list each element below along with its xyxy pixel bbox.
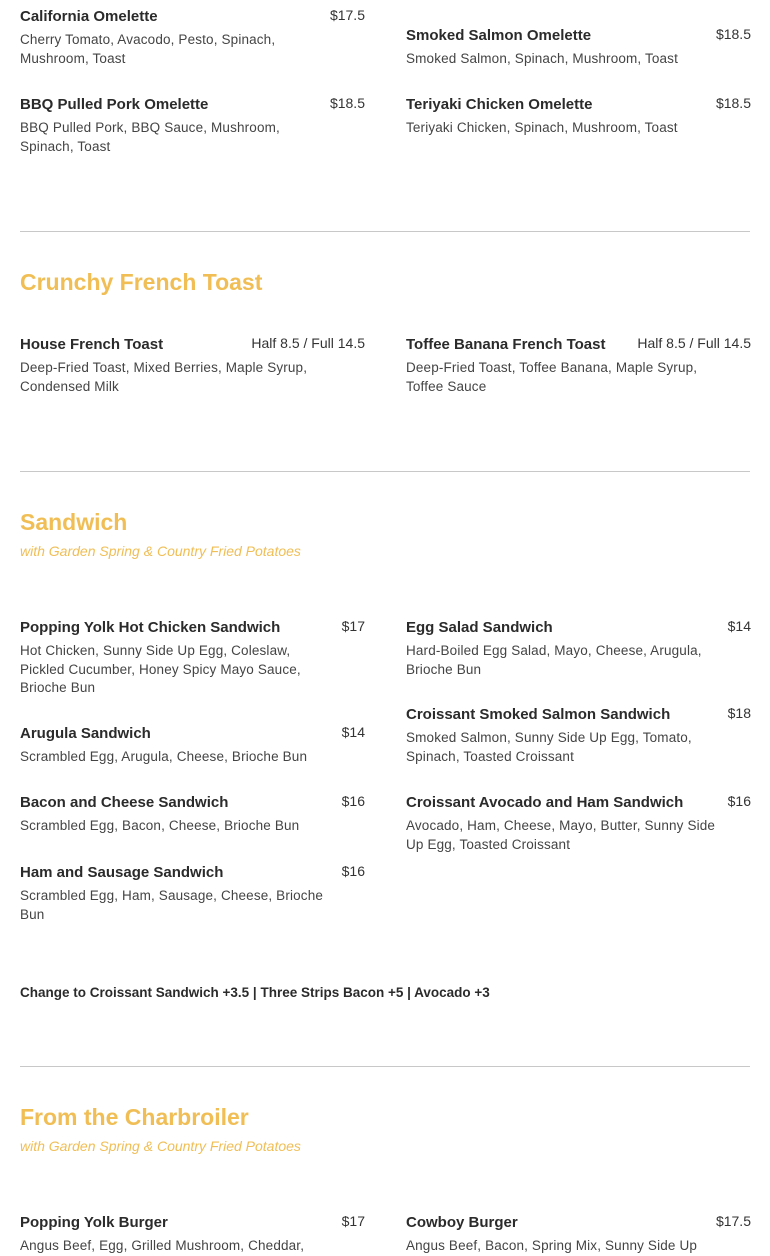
item-price: $14 [727,618,751,634]
item-price: $17 [341,1213,365,1229]
item-price: $18 [727,705,751,721]
item-description: Deep-Fried Toast, Mixed Berries, Maple Syrup, Condensed Milk [20,360,308,394]
item-description: Angus Beef, Egg, Grilled Mushroom, Cheddar, [20,1238,305,1253]
item-description: Scrambled Egg, Ham, Sausage, Cheese, Brioche Bun [20,888,324,922]
item-price: $17.5 [329,7,365,23]
section-divider [20,231,750,232]
item-description: Avocado, Ham, Cheese, Mayo, Butter, Sunny Side Up Egg, Toasted Croissant [406,818,716,852]
item-price: Half 8.5 / Full 14.5 [251,335,365,351]
item-name: Croissant Smoked Salmon Sandwich [406,706,671,723]
section-title-sandwich: Sandwich [20,509,128,535]
item-description: Hot Chicken, Sunny Side Up Egg, Coleslaw, Pickled Cucumber, Honey Spicy Mayo Sauce, Brioche Bun [20,643,301,695]
item-price: $16 [341,793,365,809]
item-name: Ham and Sausage Sandwich [20,864,224,881]
item-name: Popping Yolk Hot Chicken Sandwich [20,619,281,636]
item-name: BBQ Pulled Pork Omelette [20,96,209,113]
section-title-charbroiler: From the Charbroiler [20,1104,249,1130]
item-description: Hard-Boiled Egg Salad, Mayo, Cheese, Arugula, Brioche Bun [406,643,702,677]
sandwich-add-ons-note: Change to Croissant Sandwich +3.5 | Three Strips Bacon +5 | Avocado +3 [20,985,490,1000]
item-name: Arugula Sandwich [20,725,151,742]
section-divider [20,471,750,472]
item-name: House French Toast [20,336,164,353]
item-price: $16 [727,793,751,809]
section-title-french-toast: Crunchy French Toast [20,269,263,295]
item-name: Bacon and Cheese Sandwich [20,794,229,811]
item-name: Cowboy Burger [406,1214,518,1231]
item-price: $18.5 [715,95,751,111]
item-description: Teriyaki Chicken, Spinach, Mushroom, Toast [406,120,678,135]
item-price: $14 [341,724,365,740]
section-subtitle-sandwich: with Garden Spring & Country Fried Potatoes [20,543,301,559]
item-description: Smoked Salmon, Sunny Side Up Egg, Tomato, Spinach, Toasted Croissant [406,730,692,764]
item-name: Toffee Banana French Toast [406,336,606,353]
item-description: Scrambled Egg, Arugula, Cheese, Brioche Bun [20,749,308,764]
item-price: $18.5 [715,26,751,42]
section-divider [20,1066,750,1067]
item-description: BBQ Pulled Pork, BBQ Sauce, Mushroom, Spinach, Toast [20,120,280,154]
item-description: Smoked Salmon, Spinach, Mushroom, Toast [406,51,678,66]
item-price: $17 [341,618,365,634]
item-price: Half 8.5 / Full 14.5 [637,335,751,351]
item-price: $16 [341,863,365,879]
item-name: Teriyaki Chicken Omelette [406,96,593,113]
item-price: $17.5 [715,1213,751,1229]
item-name: Croissant Avocado and Ham Sandwich [406,794,684,811]
item-description: Deep-Fried Toast, Toffee Banana, Maple Syrup, Toffee Sauce [406,360,698,394]
item-description: Cherry Tomato, Avacodo, Pesto, Spinach, Mushroom, Toast [20,32,276,66]
section-subtitle-charbroiler: with Garden Spring & Country Fried Potatoes [20,1138,301,1154]
item-price: $18.5 [329,95,365,111]
item-description: Scrambled Egg, Bacon, Cheese, Brioche Bun [20,818,300,833]
item-name: California Omelette [20,8,158,25]
item-name: Smoked Salmon Omelette [406,27,592,44]
item-name: Popping Yolk Burger [20,1214,168,1231]
item-description: Angus Beef, Bacon, Spring Mix, Sunny Side Up [406,1238,698,1253]
item-name: Egg Salad Sandwich [406,619,553,636]
